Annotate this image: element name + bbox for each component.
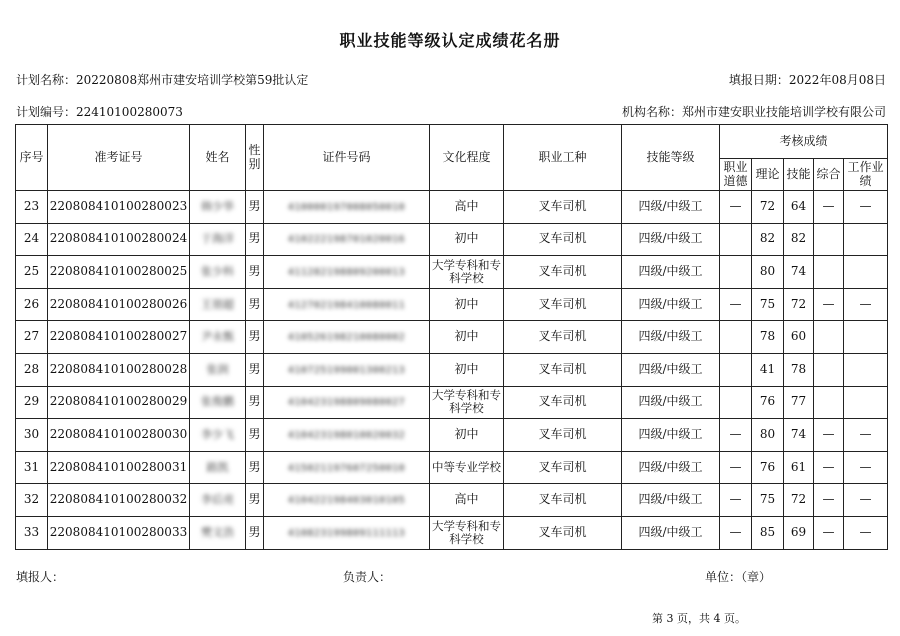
header-scores: 考核成绩: [720, 125, 888, 159]
cell-gender: 男: [246, 451, 264, 484]
cell-education: 高中: [430, 191, 504, 224]
cell-id-no-redacted: 415021197607250010: [287, 462, 406, 474]
plan-number: 计划编号：22410100280073: [16, 105, 183, 119]
cell-comprehensive: [814, 223, 844, 256]
cell-gender: 男: [246, 419, 264, 452]
cell-seq: 23: [16, 191, 48, 224]
cell-theory: 82: [752, 223, 784, 256]
cell-comprehensive: —: [814, 288, 844, 321]
cell-occupation: 叉车司机: [504, 484, 622, 517]
cell-id-no: [264, 353, 430, 386]
cell-comprehensive: —: [814, 516, 844, 549]
cell-id-no: [264, 191, 430, 224]
header-education: 文化程度: [430, 125, 504, 191]
cell-exam-no: 220808410100280033: [48, 516, 190, 549]
cell-ethics: [720, 223, 752, 256]
cell-level: 四级/中级工: [622, 516, 720, 549]
cell-occupation: 叉车司机: [504, 419, 622, 452]
cell-name-redacted: 张少科: [201, 265, 234, 279]
cell-comprehensive: —: [814, 451, 844, 484]
cell-performance: —: [844, 419, 888, 452]
cell-education: 大学专科和专科学校: [430, 516, 504, 549]
cell-id-no: [264, 451, 430, 484]
cell-seq: 30: [16, 419, 48, 452]
filler-label: 填报人：: [16, 570, 65, 584]
table-row: [16, 451, 888, 484]
cell-performance: [844, 386, 888, 419]
cell-name-redacted: 尹永甄: [201, 330, 234, 344]
cell-occupation: 叉车司机: [504, 451, 622, 484]
cell-id-no: [264, 419, 430, 452]
cell-skill: 64: [784, 191, 814, 224]
cell-name: [190, 321, 246, 354]
header-gender: 性别: [246, 125, 264, 191]
table-row: [16, 256, 888, 289]
header-comprehensive: 综合: [814, 159, 844, 191]
cell-exam-no: 220808410100280032: [48, 484, 190, 517]
cell-skill: 77: [784, 386, 814, 419]
cell-occupation: 叉车司机: [504, 256, 622, 289]
table-row: [16, 353, 888, 386]
cell-occupation: 叉车司机: [504, 353, 622, 386]
cell-id-no: [264, 256, 430, 289]
cell-comprehensive: —: [814, 419, 844, 452]
cell-gender: 男: [246, 484, 264, 517]
table-row: [16, 516, 888, 549]
cell-id-no-redacted: 410222198701020016: [287, 234, 406, 246]
cell-ethics: —: [720, 516, 752, 549]
cell-education: 大学专科和专科学校: [430, 256, 504, 289]
table-row: [16, 386, 888, 419]
header-name: 姓名: [190, 125, 246, 191]
cell-occupation: 叉车司机: [504, 321, 622, 354]
table-row: [16, 321, 888, 354]
page-title: 职业技能等级认定成绩花名册: [339, 31, 561, 50]
cell-seq: 26: [16, 288, 48, 321]
cell-seq: 25: [16, 256, 48, 289]
cell-exam-no: 220808410100280031: [48, 451, 190, 484]
cell-seq: 32: [16, 484, 48, 517]
cell-seq: 33: [16, 516, 48, 549]
cell-name-redacted: 韩少华: [201, 199, 234, 213]
cell-skill: 72: [784, 288, 814, 321]
table-row: [16, 191, 888, 224]
cell-id-no: [264, 516, 430, 549]
cell-name-redacted: 张俊鹏: [201, 395, 234, 409]
cell-id-no-redacted: 410823199809111113: [287, 527, 406, 539]
cell-performance: —: [844, 484, 888, 517]
cell-exam-no: 220808410100280023: [48, 191, 190, 224]
cell-id-no-redacted: 411282198809200013: [287, 267, 406, 279]
cell-comprehensive: [814, 321, 844, 354]
cell-education: 中等专业学校: [430, 451, 504, 484]
cell-seq: 29: [16, 386, 48, 419]
fill-date: 填报日期：2022年08月08日: [728, 73, 886, 87]
cell-gender: 男: [246, 321, 264, 354]
cell-name: [190, 516, 246, 549]
cell-gender: 男: [246, 288, 264, 321]
cell-performance: —: [844, 288, 888, 321]
cell-theory: 76: [752, 451, 784, 484]
cell-id-no-redacted: 410526198210080002: [287, 332, 406, 344]
cell-level: 四级/中级工: [622, 419, 720, 452]
cell-education: 初中: [430, 288, 504, 321]
cell-ethics: —: [720, 191, 752, 224]
cell-id-no-redacted: 412702198410080011: [287, 299, 406, 311]
cell-id-no: [264, 223, 430, 256]
cell-performance: —: [844, 516, 888, 549]
cell-gender: 男: [246, 223, 264, 256]
cell-level: 四级/中级工: [622, 386, 720, 419]
cell-id-no-redacted: 410423198809080027: [287, 397, 406, 409]
cell-occupation: 叉车司机: [504, 386, 622, 419]
cell-performance: —: [844, 451, 888, 484]
cell-skill: 82: [784, 223, 814, 256]
cell-seq: 27: [16, 321, 48, 354]
cell-exam-no: 220808410100280030: [48, 419, 190, 452]
header-id-no: 证件号码: [264, 125, 430, 191]
cell-id-no-redacted: 410725199001300213: [287, 364, 406, 376]
cell-performance: —: [844, 191, 888, 224]
cell-gender: 男: [246, 516, 264, 549]
cell-occupation: 叉车司机: [504, 223, 622, 256]
cell-name: [190, 419, 246, 452]
cell-skill: 60: [784, 321, 814, 354]
plan-name: 计划名称：20220808郑州市建安培训学校第59批认定: [16, 73, 309, 87]
header-level: 技能等级: [622, 125, 720, 191]
organization-name: 机构名称：郑州市建安职业技能培训学校有限公司: [621, 105, 886, 119]
cell-skill: 78: [784, 353, 814, 386]
cell-level: 四级/中级工: [622, 288, 720, 321]
cell-performance: [844, 223, 888, 256]
table-row: [16, 288, 888, 321]
cell-skill: 72: [784, 484, 814, 517]
cell-name-redacted: 路凯: [206, 460, 229, 474]
cell-education: 初中: [430, 419, 504, 452]
cell-name: [190, 256, 246, 289]
cell-name: [190, 288, 246, 321]
cell-theory: 72: [752, 191, 784, 224]
header-theory: 理论: [752, 159, 784, 191]
cell-ethics: —: [720, 288, 752, 321]
cell-occupation: 叉车司机: [504, 288, 622, 321]
cell-gender: 男: [246, 256, 264, 289]
cell-name-redacted: 李后亮: [201, 493, 234, 507]
cell-level: 四级/中级工: [622, 191, 720, 224]
cell-level: 四级/中级工: [622, 256, 720, 289]
cell-performance: [844, 353, 888, 386]
cell-theory: 80: [752, 419, 784, 452]
cell-seq: 31: [16, 451, 48, 484]
cell-name-redacted: 樊文浩: [201, 525, 234, 539]
cell-name: [190, 484, 246, 517]
cell-name: [190, 451, 246, 484]
cell-gender: 男: [246, 353, 264, 386]
cell-seq: 24: [16, 223, 48, 256]
header-seq: 序号: [16, 125, 48, 191]
table-row: [16, 419, 888, 452]
cell-ethics: [720, 321, 752, 354]
cell-ethics: [720, 256, 752, 289]
cell-performance: [844, 321, 888, 354]
cell-name-redacted: 王朋超: [201, 297, 234, 311]
cell-ethics: —: [720, 419, 752, 452]
cell-name: [190, 353, 246, 386]
cell-skill: 74: [784, 419, 814, 452]
cell-level: 四级/中级工: [622, 353, 720, 386]
cell-education: 高中: [430, 484, 504, 517]
table-header: [16, 125, 888, 191]
cell-level: 四级/中级工: [622, 321, 720, 354]
cell-exam-no: 220808410100280026: [48, 288, 190, 321]
unit-seal-label: 单位：（章）: [705, 570, 772, 584]
cell-education: 初中: [430, 321, 504, 354]
cell-theory: 85: [752, 516, 784, 549]
cell-seq: 28: [16, 353, 48, 386]
cell-id-no: [264, 386, 430, 419]
cell-comprehensive: [814, 353, 844, 386]
cell-comprehensive: —: [814, 484, 844, 517]
page-number: 第 3 页，共 4 页。: [652, 612, 746, 625]
cell-occupation: 叉车司机: [504, 191, 622, 224]
cell-ethics: [720, 386, 752, 419]
cell-education: 初中: [430, 223, 504, 256]
cell-skill: 74: [784, 256, 814, 289]
cell-id-no-redacted: 410423198010020032: [287, 430, 406, 442]
cell-skill: 69: [784, 516, 814, 549]
cell-theory: 75: [752, 484, 784, 517]
cell-skill: 61: [784, 451, 814, 484]
cell-name: [190, 223, 246, 256]
cell-id-no: [264, 288, 430, 321]
cell-level: 四级/中级工: [622, 484, 720, 517]
cell-gender: 男: [246, 386, 264, 419]
cell-comprehensive: [814, 256, 844, 289]
header-performance: 工作业绩: [844, 159, 888, 191]
header-ethics: 职业道德: [720, 159, 752, 191]
header-exam-no: 准考证号: [48, 125, 190, 191]
table-row: [16, 223, 888, 256]
cell-theory: 41: [752, 353, 784, 386]
cell-occupation: 叉车司机: [504, 516, 622, 549]
cell-name-redacted: 于海洋: [201, 232, 234, 246]
header-occupation: 职业工种: [504, 125, 622, 191]
cell-comprehensive: —: [814, 191, 844, 224]
cell-comprehensive: [814, 386, 844, 419]
cell-level: 四级/中级工: [622, 223, 720, 256]
cell-level: 四级/中级工: [622, 451, 720, 484]
header-skill: 技能: [784, 159, 814, 191]
table-body: [16, 191, 888, 550]
cell-ethics: —: [720, 484, 752, 517]
responsible-label: 负责人：: [343, 570, 392, 584]
cell-id-no: [264, 321, 430, 354]
cell-id-no: [264, 484, 430, 517]
cell-ethics: —: [720, 451, 752, 484]
cell-exam-no: 220808410100280025: [48, 256, 190, 289]
cell-exam-no: 220808410100280024: [48, 223, 190, 256]
cell-name: [190, 191, 246, 224]
cell-id-no-redacted: 410422198403010105: [287, 495, 406, 507]
cell-theory: 80: [752, 256, 784, 289]
cell-theory: 75: [752, 288, 784, 321]
cell-gender: 男: [246, 191, 264, 224]
cell-exam-no: 220808410100280028: [48, 353, 190, 386]
table-row: [16, 484, 888, 517]
cell-performance: [844, 256, 888, 289]
cell-theory: 78: [752, 321, 784, 354]
cell-education: 初中: [430, 353, 504, 386]
cell-exam-no: 220808410100280029: [48, 386, 190, 419]
score-roster-table: [15, 124, 888, 550]
cell-name-redacted: 张润: [206, 362, 229, 376]
cell-id-no-redacted: 410000197008050010: [287, 201, 406, 213]
cell-name-redacted: 李少飞: [201, 428, 234, 442]
cell-ethics: [720, 353, 752, 386]
cell-education: 大学专科和专科学校: [430, 386, 504, 419]
cell-name: [190, 386, 246, 419]
cell-theory: 76: [752, 386, 784, 419]
cell-exam-no: 220808410100280027: [48, 321, 190, 354]
